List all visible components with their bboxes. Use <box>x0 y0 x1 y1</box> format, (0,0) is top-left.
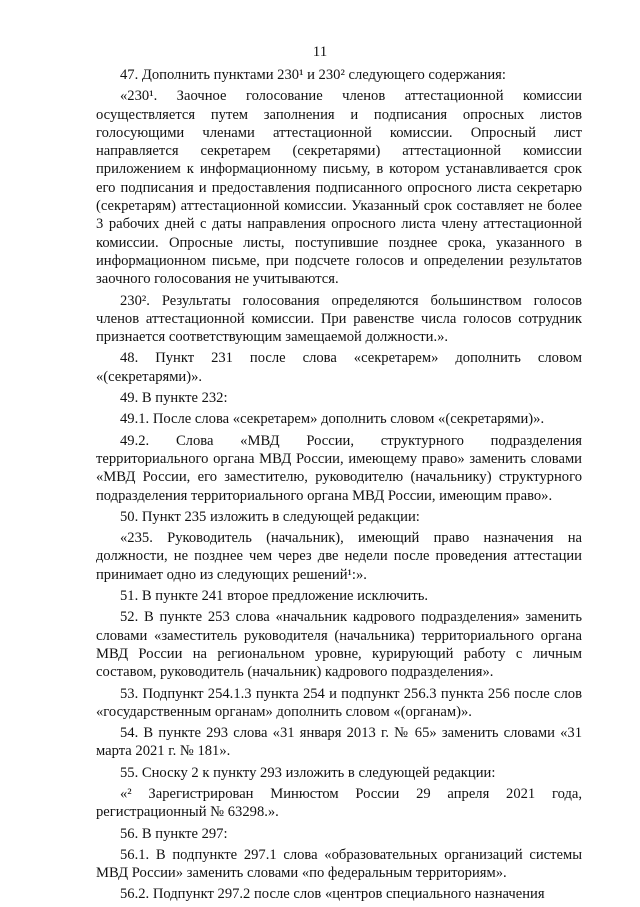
paragraph-56: 56. В пункте 297: <box>120 825 228 842</box>
paragraph-52: 52. В пункте 253 слова «начальник кадрового подразделения» заменить словами «заместитель руководителя (начальника) территориального органа МВД России на региональном уровне, курирующий работу с личным составом, руководитель (начальник) кадрового подразделения». <box>96 609 582 681</box>
paragraph-55: 55. Сноску 2 к пункту 293 изложить в следующей редакции: <box>120 764 496 781</box>
paragraph-235: «235. Руководитель (начальник), имеющий право назначения на должности, не позднее чем через две недели после проведения аттестации принимает одно из следующих решений¹:». <box>96 530 582 583</box>
paragraph-50: 50. Пункт 235 изложить в следующей редакции: <box>120 508 420 525</box>
paragraph-54: 54. В пункте 293 слова «31 января 2013 г. № 65» заменить словами «31 марта 2021 г. № 181». <box>96 725 582 760</box>
paragraph-230-2: 230². Результаты голосования определяются большинством голосов членов аттестационной комиссии. При равенстве числа голосов сотрудник признается соответствующим замещаемой должности.». <box>96 292 582 346</box>
paragraph-47: 47. Дополнить пунктами 230¹ и 230² следующего содержания: <box>120 67 506 83</box>
page-number: 11 <box>312 44 328 60</box>
paragraph-49-1: 49.1. После слова «секретарем» дополнить словом «(секретарями)». <box>120 411 545 428</box>
document-body <box>96 66 582 907</box>
paragraph-56-1: 56.1. В подпункте 297.1 слова «образовательных организаций системы МВД России» заменить словами «по федеральным территориям». <box>96 846 582 882</box>
paragraph-230-1: «230¹. Заочное голосование членов аттестационной комиссии осуществляется путем заполнения и подписания опросных листов голосующими членами аттестационной комиссии. Опросный лист направляется секретарем (секретарями) аттестационной комиссии приложением к информационному письму, в котором устанавливается срок его подписания и предоставления подписанного опросного листа секретарю (секретарям) аттестационной комиссии. Указанный срок составляет не более 3 рабочих дней с даты направления опросного листа члену аттестационной комиссии. Опросные листы, поступившие позднее срока, указанного в информационном письме, при подсчете голосов и определении результатов заочного голосования не учитываются. <box>96 88 582 288</box>
paragraph-53: 53. Подпункт 254.1.3 пункта 254 и подпункт 256.3 пункта 256 после слов «государственным органам» дополнить словом «(органам)». <box>96 685 582 720</box>
paragraph-footnote-2: «² Зарегистрирован Минюстом России 29 апреля 2021 года, регистрационный № 63298.». <box>96 785 582 821</box>
paragraph-48: 48. Пункт 231 после слова «секретарем» дополнить словом «(секретарями)». <box>96 350 582 385</box>
paragraph-51: 51. В пункте 241 второе предложение исключить. <box>120 588 429 605</box>
paragraph-56-2: 56.2. Подпункт 297.2 после слов «центров специального назначения <box>120 886 545 903</box>
paragraph-49: 49. В пункте 232: <box>120 390 228 407</box>
paragraph-49-2: 49.2. Слова «МВД России, структурного подразделения территориального органа МВД России, имеющему право» заменить словами «МВД России, его заместителю, руководителю (начальнику) структурного подразделения территориального органа МВД России, имеющим право». <box>96 432 582 504</box>
